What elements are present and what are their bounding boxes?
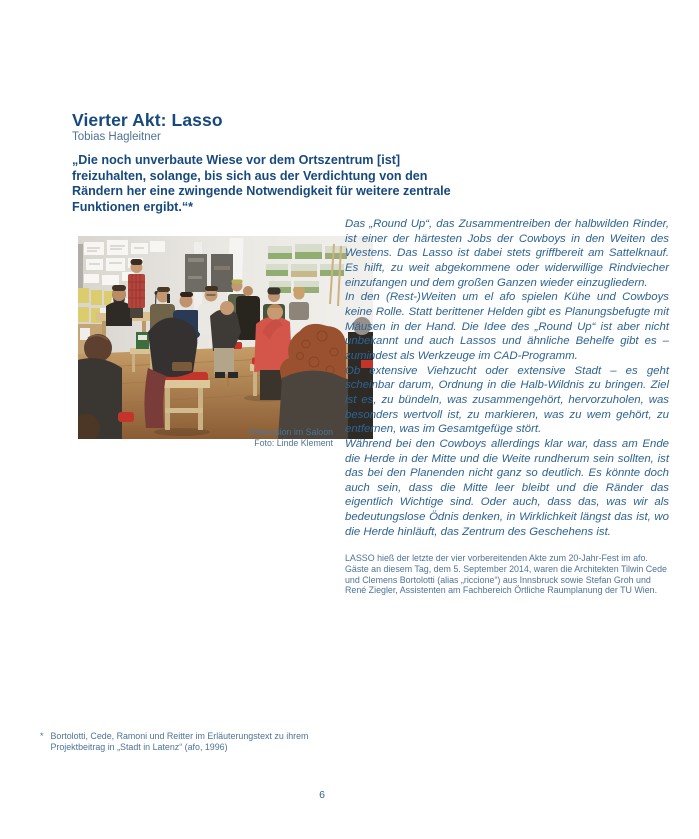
page-number: 6 <box>319 789 325 801</box>
saloon-photo-illustration <box>78 236 373 439</box>
article-body <box>345 217 669 596</box>
photo-caption-line2: Foto: Linde Klement <box>254 437 333 448</box>
article-paragraph: Ob extensive Viehzucht oder extensive Stadt – es geht scheinbar darum, Ordnung in die Halb-Wildnis zu bringen. Ziel ist es, zu bündeln, was zusammengehört, hervorzuholen, was besonders wertvoll ist, zu markieren, was zu wem gehört, zu entfernen, was im Gesamtgefüge stört. <box>345 364 669 436</box>
footnote <box>40 731 340 753</box>
footnote-marker: * <box>40 731 44 741</box>
page-title: Vierter Akt: Lasso <box>72 109 223 130</box>
author-name: Tobias Hagleitner <box>72 131 161 143</box>
article-paragraph: Während bei den Cowboys allerdings klar war, dass am Ende die Herde in der Mitte und die Weite rundherum sein sollten, ist das bei den Planenden nicht ganz so deutlich. Es könnte doch auch sein, dass die Mitte leer bleibt und die Ränder das eigentlich Wichtige sind. Oder auch, dass das, was wir als bedeutungslose Ödnis denken, in Wirklichkeit längst das ist, wo die Herde hinläuft, das Zentrum des Geschehens ist. <box>345 437 669 538</box>
footnote-text: Bortolotti, Cede, Ramoni und Reitter im Erläuterungstext zu ihrem Projektbeitrag in „Stadt in Latenz“ (afo, 1996) <box>50 731 309 752</box>
saloon-photo <box>78 236 373 439</box>
photo-caption-line1: Diskussion im Saloon <box>248 427 333 437</box>
green-book <box>136 332 149 349</box>
event-note: LASSO hieß der letzte der vier vorbereitenden Akte zum 20-Jahr-Fest im afo. Gäste an diesem Tag, dem 5. September 2014, waren die Architekten Tilwin Cede und Clemens Bortolotti (alias „riccione“) aus Innsbruck sowie Stefan Groh und René Ziegler, Assistenten am Fachbereich Örtliche Raumplanung der TU Wien. <box>345 553 667 596</box>
lead-quote: „Die noch unverbaute Wiese vor dem Ortszentrum [ist] freizuhalten, solange, bis sich aus der Verdichtung von den Rändern her eine zwingende Notwendigkeit für weitere zentrale Funktionen ergibt.“* <box>72 153 451 214</box>
article-paragraph: In den (Rest-)Weiten um el afo spielen Kühe und Cowboys keine Rolle. Statt berittener Helden gibt es Planungsbefugte mit Mäusen in der Hand. Die Idee des „Round Up“ ist aber nicht unbekannt und auch Lassos und ähnliche Behelfe gibt es – zumindest als Werkzeuge im CAD-Programm. <box>345 291 669 362</box>
photo-caption <box>38 427 333 448</box>
article-paragraph: Das „Round Up“, das Zusammentreiben der halbwilden Rinder, ist einer der härtesten Jobs der Cowboys in den Weiten des Westens. Das Lasso ist dabei stets griffbereit am Sattelknauf. Es hilft, zu weit abgekommene oder widerwillige Rindviecher einzufangen und dem großen Ganzen wieder einzugliedern. <box>345 218 669 289</box>
maroon-pants <box>144 368 166 428</box>
